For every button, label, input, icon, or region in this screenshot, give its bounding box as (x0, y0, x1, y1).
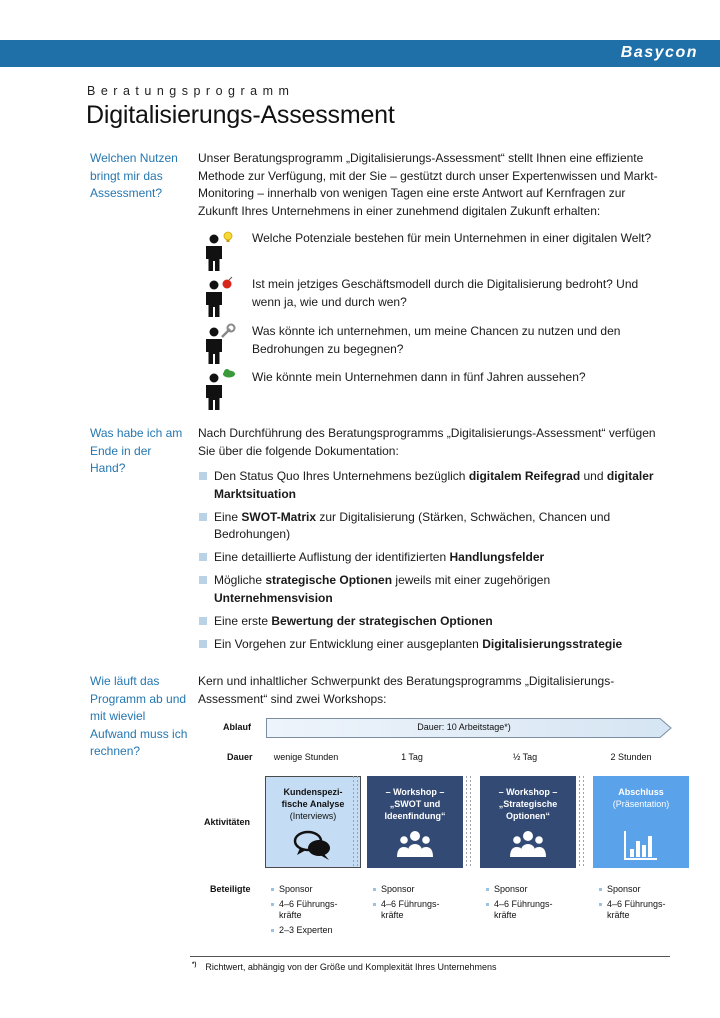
list-item: 4–6 Führungs- kräfte (373, 899, 463, 922)
timeline-total-duration: Dauer: 10 Arbeitstage*) (417, 722, 511, 732)
list-item: 2–3 Experten (271, 925, 361, 937)
key-question-text: Wie könnte mein Unternehmen dann in fünf Jahren aussehen? (252, 370, 586, 384)
phase-card-workshop-strategy: – Workshop – „Strategische Optionen“ (480, 776, 576, 868)
row-label-aktivitaeten: Aktivitäten (204, 817, 251, 827)
phase-separator (465, 776, 473, 868)
phase-separator (352, 776, 360, 868)
list-item: 4–6 Führungs- kräfte (486, 899, 576, 922)
row-label-dauer: Dauer (227, 752, 253, 762)
key-question-text: Was könnte ich unternehmen, um meine Chancen zu nutzen und den Bedrohungen zu begegnen? (252, 324, 621, 356)
key-question (200, 230, 670, 270)
phase-duration: wenige Stunden (273, 752, 339, 762)
key-question (200, 323, 670, 363)
footnote: *) Richtwert, abhängig von der Größe und Komplexität Ihres Unternehmens (192, 962, 497, 972)
person-bomb-icon (202, 276, 236, 318)
list-item: Sponsor (486, 884, 576, 896)
speech-bubbles-icon (293, 829, 333, 861)
list-item: Sponsor (373, 884, 463, 896)
participants-list (373, 884, 463, 925)
footnote-divider (190, 956, 670, 957)
key-question-text: Welche Potenziale bestehen für mein Unternehmen in einer digitalen Welt? (252, 231, 652, 245)
group-icon (510, 829, 546, 859)
phase-card-closing: Abschluss (Präsentation) (593, 776, 689, 868)
row-label-ablauf: Ablauf (223, 722, 251, 732)
phase-card-analysis: Kundenspezi- fische Analyse (Interviews) (265, 776, 361, 868)
list-item: 4–6 Führungs- kräfte (599, 899, 689, 922)
page-title: Digitalisierungs-Assessment (86, 101, 395, 129)
list-item: Sponsor (271, 884, 361, 896)
page-kicker: Beratungsprogramm (87, 84, 295, 98)
group-icon (397, 829, 433, 859)
person-wrench-icon (202, 323, 236, 365)
participants-list (486, 884, 576, 925)
bar-chart-icon (623, 829, 659, 861)
list-item: Ein Vorgehen zur Entwicklung einer ausgeplanten Digitalisierungsstrategie (198, 636, 668, 654)
section-question-process: Wie läuft das Programm ab und mit wieviel Aufwand muss ich rechnen? (90, 674, 188, 758)
list-item: Eine detaillierte Auflistung der identifizierten Handlungsfelder (198, 549, 668, 567)
key-question (200, 276, 670, 316)
person-lightbulb-icon (202, 230, 236, 272)
row-label-beteiligte: Beteiligte (210, 884, 251, 894)
list-item: Sponsor (599, 884, 689, 896)
section-intro-process: Kern und inhaltlicher Schwerpunkt des Beratungsprogramms „Digitalisierungs-Assessment“ sind zwei Workshops: (198, 674, 615, 706)
list-item: 4–6 Führungs- kräfte (271, 899, 361, 922)
participants-list (599, 884, 689, 925)
list-item: Den Status Quo Ihres Unternehmens bezüglich digitalem Reifegrad und digitaler Marktsituation (198, 468, 668, 503)
key-question (200, 369, 670, 409)
phase-card-workshop-swot: – Workshop – „SWOT und Ideenfindung“ (367, 776, 463, 868)
phase-duration: 2 Stunden (610, 752, 652, 762)
section-question-benefit: Welchen Nutzen bringt mir das Assessment? (90, 151, 178, 200)
phase-duration: 1 Tag (401, 752, 423, 762)
key-question-text: Ist mein jetziges Geschäftsmodell durch die Digitalisierung bedroht? Und wenn ja, wie und durch wen? (252, 277, 639, 309)
list-item: Mögliche strategische Optionen jeweils mit einer zugehörigen Unternehmensvision (198, 572, 668, 607)
brand-bar (0, 40, 720, 67)
phase-duration: ½ Tag (512, 752, 538, 762)
section-question-deliverables: Was habe ich am Ende in der Hand? (90, 426, 183, 475)
brand-logo: Basycon (620, 44, 698, 61)
person-cloud-icon (202, 369, 236, 411)
participants-list (271, 884, 361, 939)
section-intro-deliverables: Nach Durchführung des Beratungsprogramms „Digitalisierungs-Assessment“ verfügen Sie über die folgende Dokumentation: (198, 426, 656, 458)
deliverables-list (198, 468, 668, 659)
phase-separator (578, 776, 586, 868)
list-item: Eine erste Bewertung der strategischen Optionen (198, 613, 668, 631)
list-item: Eine SWOT-Matrix zur Digitalisierung (Stärken, Schwächen, Chancen und Bedrohungen) (198, 509, 668, 544)
section-intro-benefit: Unser Beratungsprogramm „Digitalisierungs-Assessment“ stellt Ihnen eine effiziente Methode zur Verfügung, mit der Sie – gestützt durch unser Expertenwissen und Markt-Monitoring – innerhalb von wenigen Tagen eine erste Antwort auf Kernfragen zur Zukunft Ihres Unternehmens in einer zunehmend digitalen Zukunft erhalten: (198, 151, 658, 218)
